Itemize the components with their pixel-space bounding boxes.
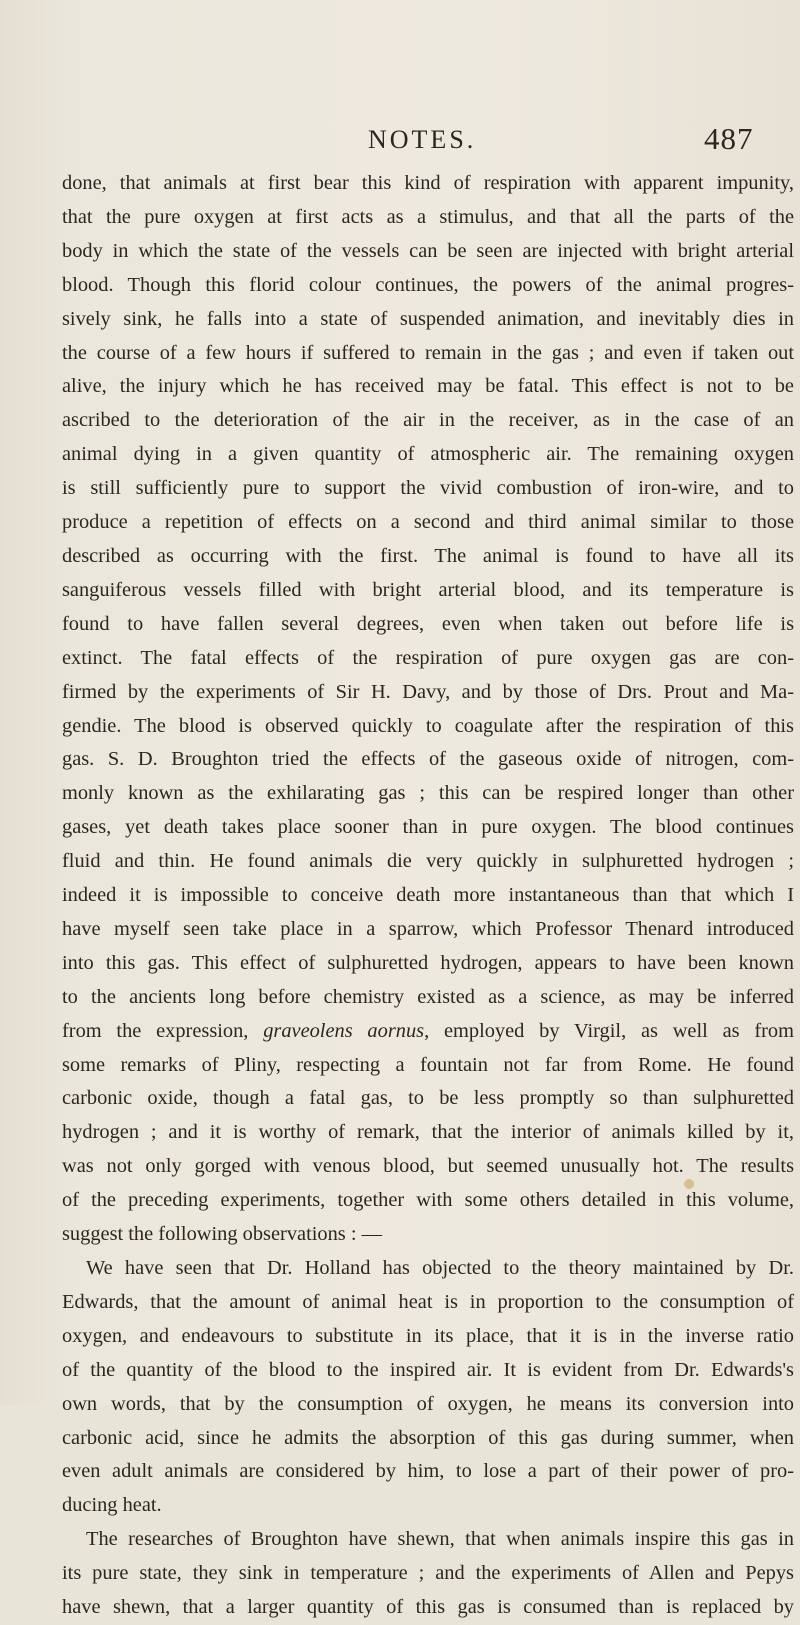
- text-line: is still sufficiently pure to support the vivid combustion of iron-wire, and to: [62, 477, 794, 500]
- text-line: found to have fallen several degrees, even when taken out before life is: [62, 612, 794, 635]
- text-line: have myself seen take place in a sparrow, which Professor Thenard introduced: [62, 917, 794, 940]
- text-line: own words, that by the consumption of oxygen, he means its conversion into: [62, 1392, 794, 1415]
- text-line: of the preceding experiments, together with some others detailed in this volume,: [62, 1189, 794, 1212]
- text-line: gendie. The blood is observed quickly to coagulate after the respiration of this: [62, 714, 794, 737]
- text-line: ducing heat.: [62, 1494, 162, 1517]
- text-line: firmed by the experiments of Sir H. Davy, and by those of Drs. Prout and Ma-: [62, 680, 794, 703]
- text-line: some remarks of Pliny, respecting a fountain not far from Rome. He found: [62, 1053, 794, 1076]
- text-line: body in which the state of the vessels can be seen are injected with bright arterial: [62, 239, 794, 262]
- text-line: gas. S. D. Broughton tried the effects of the gaseous oxide of nitrogen, com-: [62, 748, 794, 771]
- text-line: produce a repetition of effects on a second and third animal similar to those: [62, 511, 794, 534]
- text-line: hydrogen ; and it is worthy of remark, that the interior of animals killed by it,: [62, 1121, 794, 1144]
- text-line: blood. Though this florid colour continues, the powers of the animal progres-: [62, 273, 794, 296]
- text-line: even adult animals are considered by him, to lose a part of their power of pro-: [62, 1460, 794, 1483]
- text-line: The researches of Broughton have shewn, that when animals inspire this gas in: [86, 1528, 794, 1551]
- paragraph: [62, 1252, 794, 1523]
- text-line: was not only gorged with venous blood, but seemed unusually hot. The results: [62, 1155, 794, 1178]
- text-line: carbonic acid, since he admits the absorption of this gas during summer, when: [62, 1426, 794, 1449]
- text-line: monly known as the exhilarating gas ; this can be respired longer than other: [62, 782, 794, 805]
- body-text: [62, 167, 794, 1625]
- paragraph: [62, 1523, 794, 1625]
- text-line: to the ancients long before chemistry existed as a science, as may be inferred: [62, 985, 794, 1008]
- ink-stain: [684, 1179, 694, 1189]
- running-head: NOTES.: [368, 125, 477, 154]
- page-number: 487: [704, 121, 754, 156]
- text-line: gases, yet death takes place sooner than in pure oxygen. The blood continues: [62, 816, 794, 839]
- text-line: fluid and thin. He found animals die very quickly in sulphuretted hydrogen ;: [62, 850, 794, 873]
- text-line: suggest the following observations : —: [62, 1223, 382, 1246]
- text-line: carbonic oxide, though a fatal gas, to be less promptly so than sulphuretted: [62, 1087, 794, 1110]
- text-line: its pure state, they sink in temperature ; and the experiments of Allen and Pepys: [62, 1562, 794, 1585]
- text-line: have shewn, that a larger quantity of this gas is consumed than is replaced by: [62, 1596, 794, 1619]
- text-line: We have seen that Dr. Holland has objected to the theory maintained by Dr.: [86, 1257, 794, 1279]
- text-line: into this gas. This effect of sulphuretted hydrogen, appears to have been known: [62, 951, 794, 974]
- text-line: sively sink, he falls into a state of suspended animation, and inevitably dies in: [62, 307, 794, 330]
- text-line: ascribed to the deterioration of the air in the receiver, as in the case of an: [62, 409, 794, 432]
- text-line: of the quantity of the blood to the inspired air. It is evident from Dr. Edwards's: [62, 1358, 794, 1381]
- text-line: from the expression, graveolens aornus, employed by Virgil, as well as from: [62, 1019, 794, 1042]
- text-line: animal dying in a given quantity of atmospheric air. The remaining oxygen: [62, 443, 794, 466]
- text-line: alive, the injury which he has received may be fatal. This effect is not to be: [62, 375, 794, 398]
- text-line: sanguiferous vessels filled with bright arterial blood, and its temperature is: [62, 578, 794, 601]
- text-line: oxygen, and endeavours to substitute in its place, that it is in the inverse ratio: [62, 1324, 794, 1347]
- text-line: extinct. The fatal effects of the respiration of pure oxygen gas are con-: [62, 646, 794, 669]
- text-line: done, that animals at first bear this kind of respiration with apparent impunity,: [62, 172, 794, 194]
- text-line: indeed it is impossible to conceive death more instantaneous than that which I: [62, 884, 794, 907]
- paragraph: [62, 167, 794, 1252]
- text-line: the course of a few hours if suffered to remain in the gas ; and even if taken out: [62, 341, 794, 364]
- page-header: [0, 121, 800, 165]
- text-line: Edwards, that the amount of animal heat is in proportion to the consumption of: [62, 1290, 794, 1313]
- text-line: that the pure oxygen at first acts as a stimulus, and that all the parts of the: [62, 205, 794, 228]
- text-line: described as occurring with the first. The animal is found to have all its: [62, 544, 794, 567]
